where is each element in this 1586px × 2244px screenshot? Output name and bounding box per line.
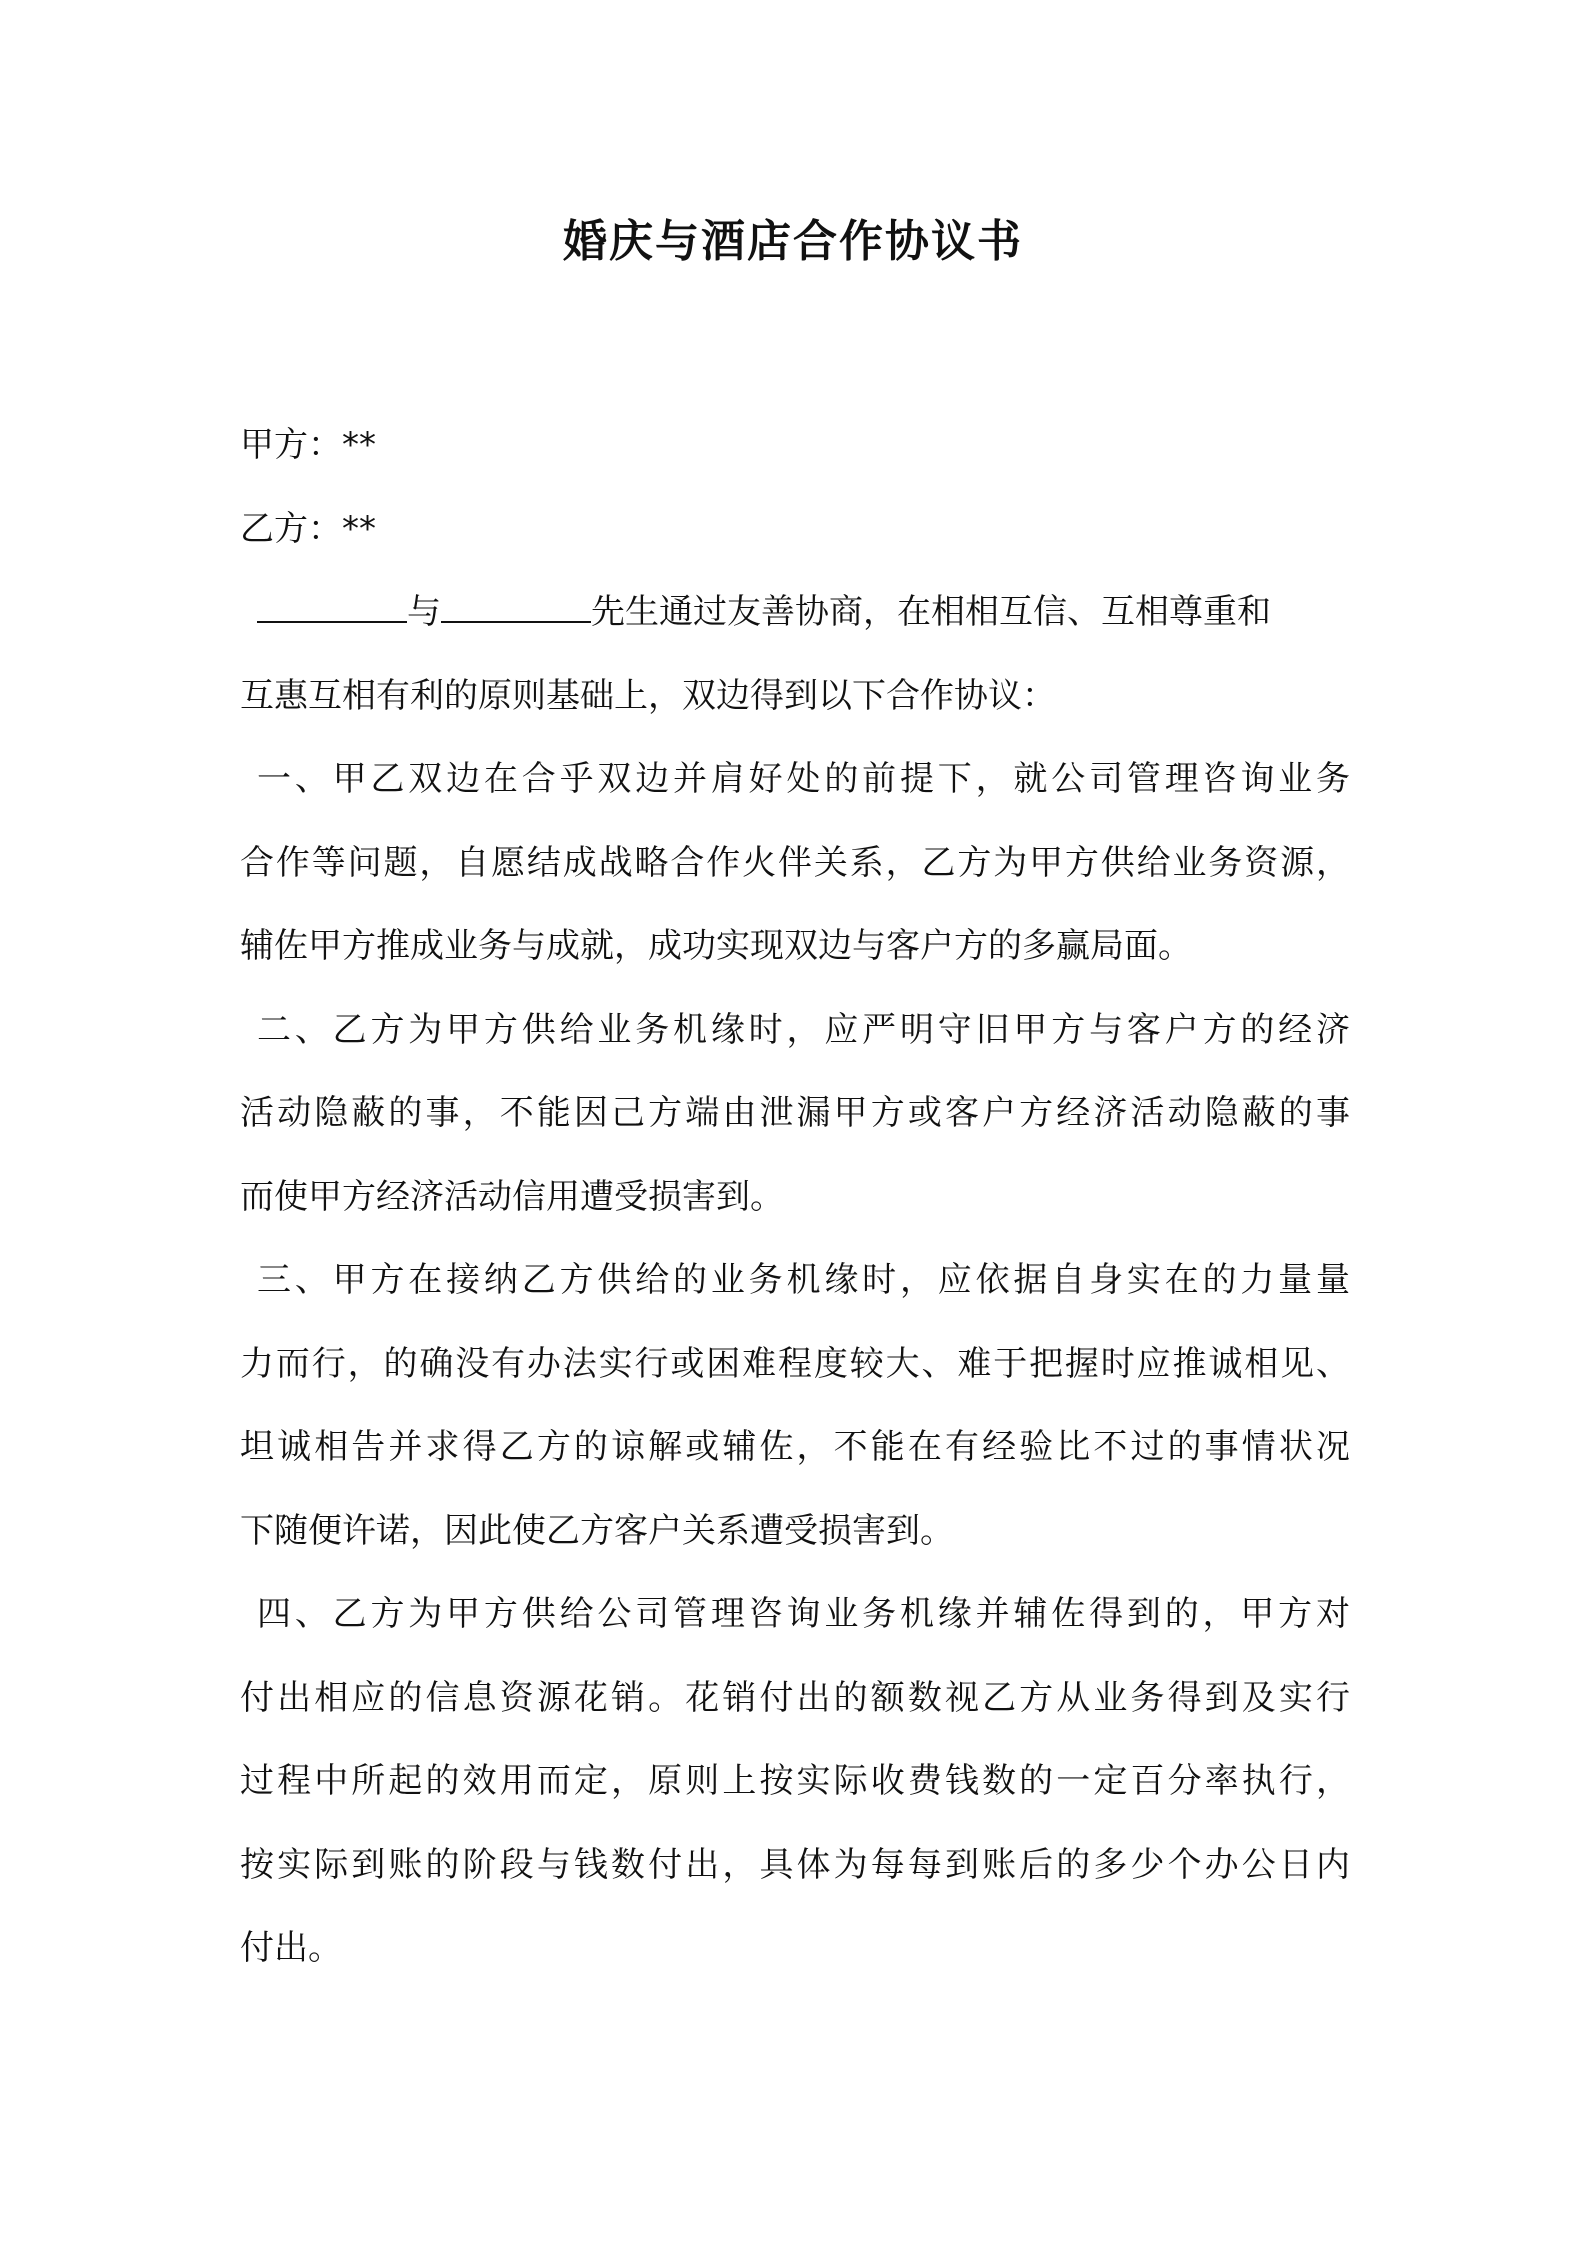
clause-2-line-2: 活动隐蔽的事，不能因己方端由泄漏甲方或客户方经济活动隐蔽的事 [240, 1093, 1350, 1133]
intro-line-1-rest: 先生通过友善协商，在相相互信、互相尊重和 [591, 592, 1271, 632]
intro-line-1 [240, 571, 1350, 655]
clause-4-line-4: 按实际到账的阶段与钱数付出，具体为每每到账后的多少个办公日内 [240, 1844, 1350, 1885]
clause-1-line-3: 辅佐甲方推成业务与成就，成功实现双边与客户方的多赢局面。 [240, 926, 1192, 966]
party-b-label: 乙方： [240, 508, 342, 549]
clause-1-line-2: 合作等问题，自愿结成战略合作火伴关系，乙方为甲方供给业务资源， [240, 842, 1350, 883]
party-a-line [240, 404, 1350, 488]
clause-3-line-2: 力而行，的确没有办法实行或困难程度较大、难于把握时应推诚相见、 [240, 1343, 1350, 1384]
intro-line-2: 互惠互相有利的原则基础上，双边得到以下合作协议： [240, 675, 1056, 716]
party-b-line [240, 488, 1350, 572]
clause-4-line-3: 过程中所起的效用而定，原则上按实际收费钱数的一定百分率执行， [240, 1761, 1350, 1801]
clause-1-line-1: 一、甲乙双边在合乎双边并肩好处的前提下，就公司管理咨询业务 [257, 759, 1350, 799]
party-a-value: ** [342, 425, 376, 465]
clause-3-line-4: 下随便许诺，因此使乙方客户关系遭受损害到。 [240, 1510, 954, 1551]
clause-3-line-3: 坦诚相告并求得乙方的谅解或辅佐，不能在有经验比不过的事情状况 [240, 1427, 1350, 1467]
clause-4-line-5: 付出。 [240, 1928, 342, 1968]
document-body [240, 404, 1350, 1991]
clause-4-line-1: 四、乙方为甲方供给公司管理咨询业务机缘并辅佐得到的，甲方对 [257, 1594, 1350, 1634]
party-a-label: 甲方： [240, 425, 342, 465]
intro-connector: 与 [407, 592, 441, 632]
clause-2-line-3: 而使甲方经济活动信用遭受损害到。 [240, 1176, 784, 1217]
clause-4-line-2: 付出相应的信息资源花销。花销付出的额数视乙方从业务得到及实行 [240, 1677, 1350, 1718]
blank-field-1 [257, 591, 407, 623]
clause-2-line-1: 二、乙方为甲方供给业务机缘时，应严明守旧甲方与客户方的经济 [257, 1009, 1350, 1050]
document-title: 婚庆与酒店合作协议书 [563, 216, 1023, 267]
party-b-value: ** [342, 508, 376, 549]
blank-field-2 [441, 591, 591, 623]
clause-3-line-1: 三、甲方在接纳乙方供给的业务机缘时，应依据自身实在的力量量 [257, 1260, 1350, 1300]
